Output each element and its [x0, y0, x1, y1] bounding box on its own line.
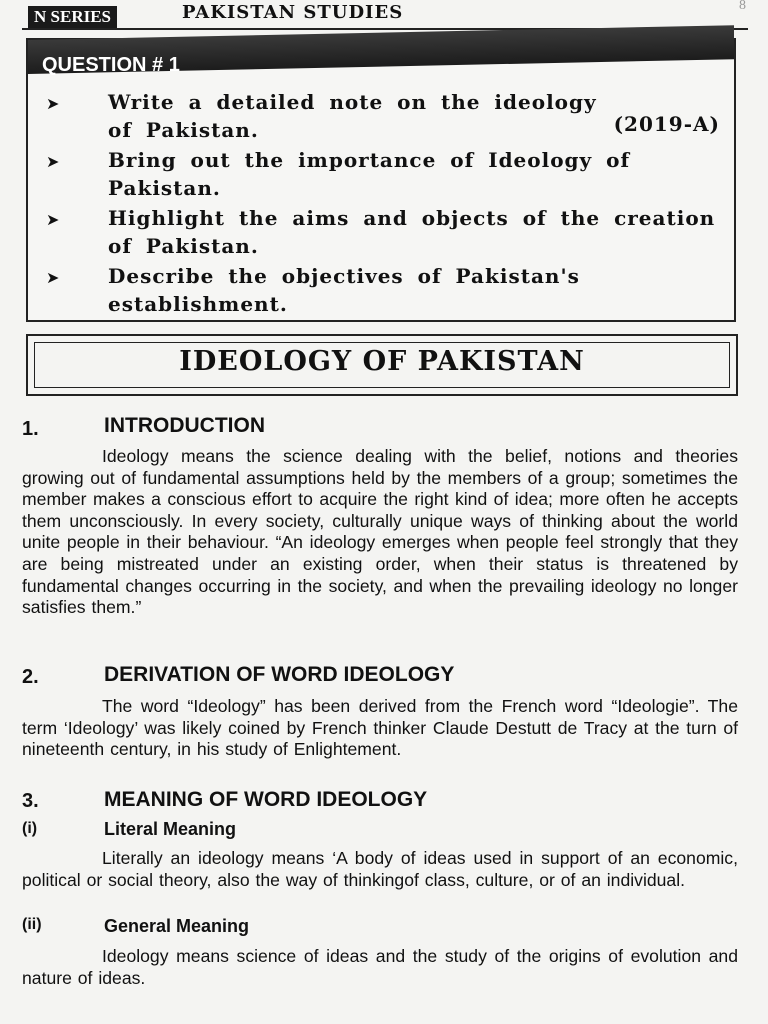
page-header: [22, 2, 748, 30]
question-year-tag: (2019-A): [613, 112, 720, 136]
subsection-title: General Meaning: [104, 916, 250, 936]
section-title: INTRODUCTION: [104, 414, 265, 437]
section-title: DERIVATION OF WORD IDEOLOGY: [104, 663, 455, 686]
section-paragraph: The word “Ideology” has been derived from the French word “Ideologie”. The term ‘Ideology’ was likely coined by French thinker Claude Destutt de Tracy at the turn of nineteenth century, in his study of Enlightement.: [22, 696, 738, 760]
subject-title: PAKISTAN STUDIES: [182, 2, 404, 23]
section-number: 3.: [22, 790, 39, 812]
question-title: QUESTION # 1: [42, 54, 180, 76]
subsection-title: Literal Meaning: [104, 819, 237, 839]
question-text: Write a detailed note on the ideology of Pakistan.: [108, 90, 597, 142]
subsection-number: (i): [22, 820, 38, 837]
section-paragraph: Ideology means the science dealing with the belief, notions and theories growing out of fundamental assumptions held by the members of a group; sometimes the member makes a conscious effort to acquire the right kind of idea; more often he accepts them unconsciously. In every society, culturally unique ways of thinking about the world unite people in their behaviour. “An ideology emerges when people feel strongly that they are being mistreated under an existing order, when their status is threatened by fundamental changes occurring in the society, and when the prevailing ideology no longer satisfies them.”: [22, 446, 738, 618]
arrow-bullet-icon: ➤: [46, 212, 60, 229]
series-label: N SERIES: [28, 6, 117, 28]
question-text: Describe the objectives of Pakistan's establishment.: [108, 264, 580, 316]
arrow-bullet-icon: ➤: [46, 96, 60, 113]
question-text: Highlight the aims and objects of the creation of Pakistan.: [108, 206, 716, 258]
arrow-bullet-icon: ➤: [46, 154, 60, 171]
subsection-number: (ii): [22, 916, 42, 933]
arrow-bullet-icon: ➤: [46, 270, 60, 287]
question-text: Bring out the importance of Ideology of Pakistan.: [108, 148, 631, 200]
section-number: 2.: [22, 666, 39, 688]
section-title: MEANING OF WORD IDEOLOGY: [104, 788, 428, 811]
question-box: [26, 38, 736, 322]
subsection-paragraph: Ideology means science of ideas and the study of the origins of evolution and nature of ideas.: [22, 946, 738, 988]
subsection-paragraph: Literally an ideology means ‘A body of ideas used in support of an economic, political or social theory, also the way of thinkingof class, culture, or of an individual.: [22, 848, 738, 890]
title-box: [26, 334, 738, 396]
section-number: 1.: [22, 418, 39, 440]
page-number: 8: [739, 0, 746, 13]
main-title: IDEOLOGY OF PAKISTAN: [179, 346, 585, 377]
